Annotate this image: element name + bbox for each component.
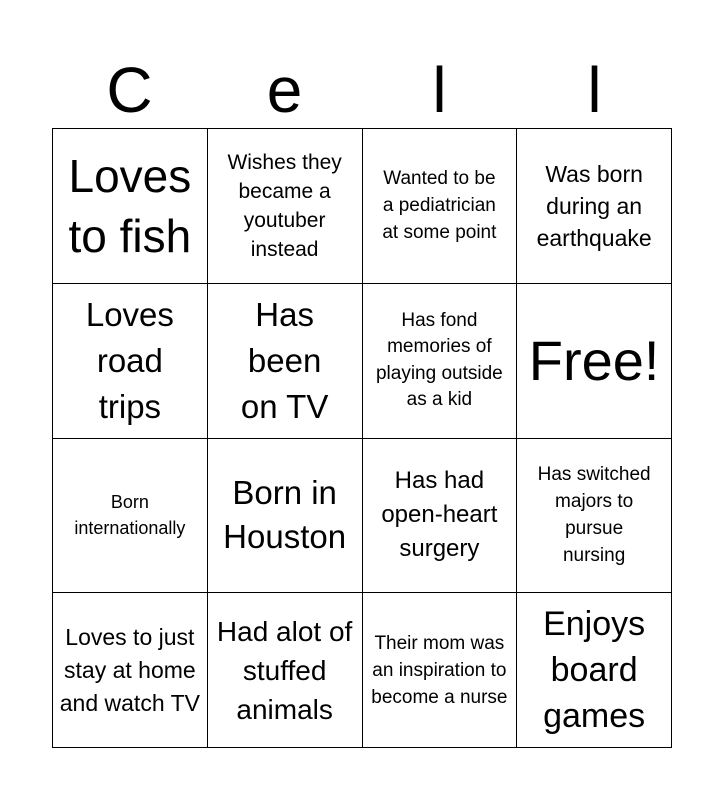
bingo-cell[interactable] — [53, 439, 208, 594]
cell-text: Had alot of stuffed animals — [216, 615, 353, 725]
cell-text: Loves road trips — [85, 295, 174, 425]
bingo-grid — [52, 128, 672, 748]
bingo-cell[interactable] — [208, 129, 363, 284]
title-letter: l — [587, 54, 602, 126]
bingo-cell[interactable] — [208, 284, 363, 439]
cell-text: Has been on TV — [240, 295, 329, 425]
bingo-cell[interactable] — [363, 129, 518, 284]
bingo-cell[interactable] — [363, 284, 518, 439]
title-letter: l — [432, 54, 447, 126]
cell-text: Their mom was an inspiration to become a nurse — [371, 632, 508, 708]
cell-text: Wishes they became a youtuber instead — [227, 150, 342, 261]
free-space: Free! — [528, 328, 660, 392]
title-letter: e — [266, 54, 303, 126]
cell-text: Has had open-heart surgery — [381, 467, 498, 563]
cell-text: Born internationally — [74, 492, 186, 539]
bingo-cell[interactable] — [517, 129, 672, 284]
cell-text: Born in Houston — [223, 474, 347, 556]
bingo-cell[interactable] — [517, 593, 672, 748]
cell-text: Wanted to be a pediatrician at some point — [382, 168, 497, 244]
title-letter: C — [106, 54, 153, 126]
bingo-cell[interactable] — [363, 593, 518, 748]
bingo-cell[interactable] — [208, 439, 363, 594]
cell-text: Enjoys board games — [543, 605, 646, 736]
cell-text: Has fond memories of playing outside as a kid — [375, 309, 503, 411]
bingo-cell[interactable] — [53, 593, 208, 748]
bingo-cell[interactable] — [517, 439, 672, 594]
bingo-cell[interactable] — [53, 129, 208, 284]
bingo-cell[interactable] — [517, 284, 672, 439]
cell-text: Loves to just stay at home and watch TV — [59, 623, 200, 716]
bingo-title — [52, 52, 672, 128]
cell-text: Loves to fish — [68, 149, 192, 262]
bingo-cell[interactable] — [53, 284, 208, 439]
bingo-cell[interactable] — [363, 439, 518, 594]
cell-text: Was born during an earthquake — [536, 160, 652, 251]
bingo-cell[interactable] — [208, 593, 363, 748]
cell-text: Has switched majors to pursue nursing — [537, 464, 651, 567]
